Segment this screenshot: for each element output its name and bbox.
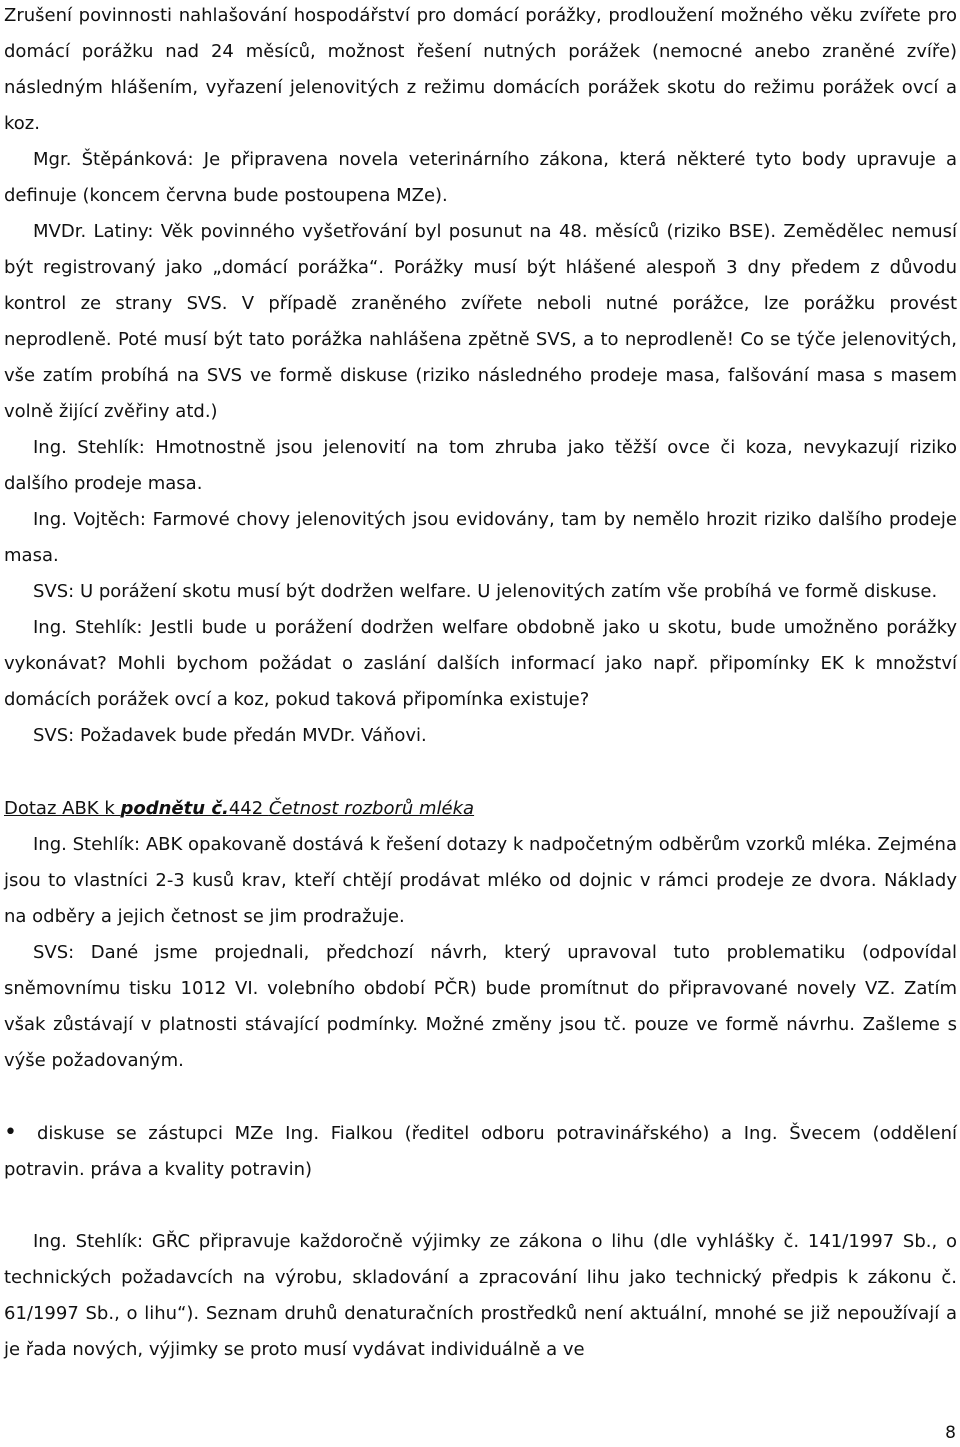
paragraph-stehlik-2: Ing. Stehlík: Jestli bude u porážení dodržen welfare obdobně jako u skotu, bude umožněno porážky vykonávat? Mohli bychom požádat o zaslání dalších informací jako např. připomínky EK k množství domácích porážek ovcí a koz, pokud taková připomínka existuje?: [4, 617, 957, 710]
paragraph-svs-2: SVS: Požadavek bude předán MVDr. Váňovi.: [33, 725, 427, 746]
paragraph-svs-3: SVS: Dané jsme projednali, předchozí návrh, který upravoval tuto problematiku (odpovídal sněmovnímu tisku 1012 VI. volebního období PČR) bude promítnut do připravované novely VZ. Zatím však zůstávají v platnosti stávající podmínky. Možné změny jsou tč. pouze ve formě návrhu. Zašleme s výše požadovaným.: [4, 942, 957, 1071]
paragraph-stehlik-4: Ing. Stehlík: GŘC připravuje každoročně výjimky ze zákona o lihu (dle vyhlášky č. 141/1997 Sb., o technických požadavcích na výrobu, skladování a zpracování lihu jako technický předpis k zákonu č. 61/1997 Sb., o lihu“). Seznam druhů denaturačních prostředků není aktuální, mnohé se již nepoužívají a je řada nových, výjimky se proto musí vydávat individuálně a ve: [4, 1231, 957, 1360]
paragraph-slaughter-requirements: Zrušení povinnosti nahlašování hospodářství pro domácí porážky, prodloužení možného věku zvířete pro domácí porážku nad 24 měsíců, možnost řešení nutných porážek (nemocné anebo zraněné zvíře) následným hlášením, vyřazení jelenovitých z režimu domácích porážek skotu do režimu porážek ovcí a koz.: [4, 5, 957, 134]
section-heading: [4, 791, 957, 827]
spacer: [4, 1079, 957, 1115]
spacer: [4, 1188, 957, 1224]
bullet-item: [4, 1115, 957, 1188]
paragraph-svs-1: SVS: U porážení skotu musí být dodržen welfare. U jelenovitých zatím vše probíhá ve formě diskuse.: [33, 581, 938, 602]
paragraph-stepankova: Mgr. Štěpánková: Je připravena novela veterinárního zákona, která některé tyto body upravuje a definuje (koncem června bude postoupena MZe).: [4, 149, 957, 206]
page-number: 8: [945, 1423, 956, 1443]
paragraph-stehlik-1: Ing. Stehlík: Hmotnostně jsou jelenovití na tom zhruba jako těžší ovce či koza, nevykazují riziko dalšího prodeje masa.: [4, 437, 957, 494]
heading-bold-part: podnětu č.: [120, 798, 229, 819]
paragraph-stehlik-3: Ing. Stehlík: ABK opakovaně dostává k řešení dotazy k nadpočetným odběrům vzorků mléka. Zejména jsou to vlastníci 2-3 kusů krav, kteří chtějí prodávat mléko od dojnic v rámci prodeje ze dvora. Náklady na odběry a jejich četnost se jim prodražuje.: [4, 834, 957, 927]
bullet-icon: •: [4, 1120, 17, 1145]
document-page: [4, 0, 957, 1368]
paragraph-latiny: MVDr. Latiny: Věk povinného vyšetřování byl posunut na 48. měsíců (riziko BSE). Zemědělec nemusí být registrovaný jako „domácí porážka“. Porážky musí být hlášené alespoň 3 dny předem z důvodu kontrol ze strany SVS. V případě zraněného zvířete neboli nutné porážce, lze porážku provést neprodleně. Poté musí být tato porážka nahlášena zpětně SVS, a to neprodleně! Co se týče jelenovitých, vše zatím probíhá na SVS ve formě diskuse (riziko následného prodeje masa, falšování masa s masem volně žijící zvěřiny atd.): [4, 221, 957, 422]
heading-number: 442: [228, 798, 269, 819]
bullet-text: diskuse se zástupci MZe Ing. Fialkou (ředitel odboru potravinářského) a Ing. Švecem (oddělení potravin. práva a kvality potravin): [4, 1123, 957, 1180]
paragraph-vojtech: Ing. Vojtěch: Farmové chovy jelenovitých jsou evidovány, tam by nemělo hrozit riziko dalšího prodeje masa.: [4, 509, 957, 566]
heading-italic-part: Četnost rozborů mléka: [268, 798, 475, 819]
heading-prefix: Dotaz ABK k: [4, 798, 121, 819]
